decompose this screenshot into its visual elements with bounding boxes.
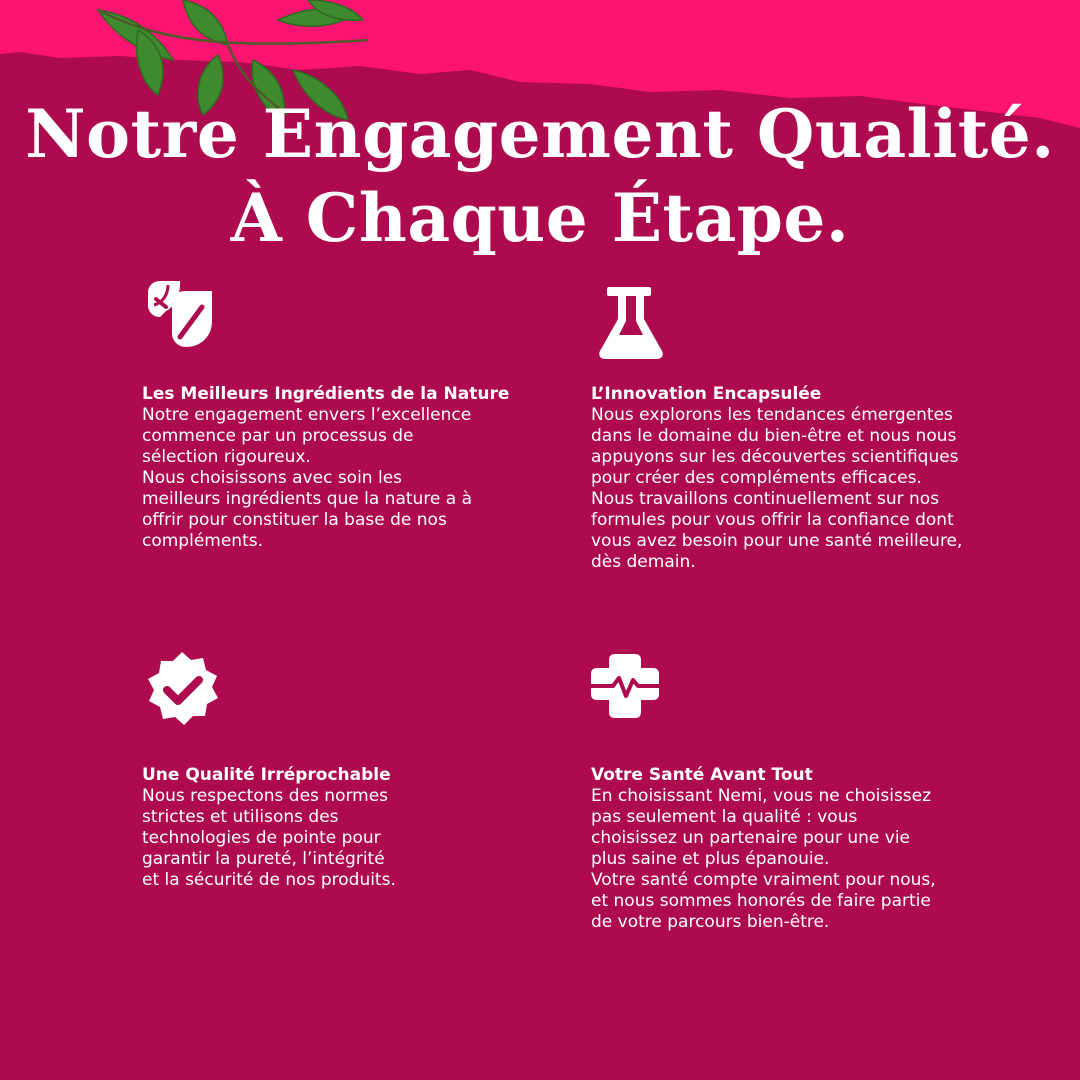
feature-description: Nous respectons des normes strictes et utilisons des technologies de pointe pour garantir la pureté, l’intégrité et la sécurité de nos produits. xyxy=(142,786,396,890)
feature-description: En choisissant Nemi, vous ne choisissez pas seulement la qualité : vous choisissez un partenaire pour une vie plus saine et plus épanouie. Votre santé compte vraiment pour nous, et nous sommes honorés de faire partie de votre parcours bien-être. xyxy=(591,786,936,932)
leaves-icon xyxy=(142,275,222,355)
title-line-1: Notre Engagement Qualité. xyxy=(25,95,1055,173)
feature-description: Notre engagement envers l’excellence commence par un processus de sélection rigoureux. Nous choisissons avec soin les meilleurs ingrédients que la nature a à offrir pour constituer la base de nos compléments. xyxy=(142,405,473,551)
feature-description: Nous explorons les tendances émergentes dans le domaine du bien-être et nous nous appuyons sur les découvertes scientifiques pour créer des compléments efficaces. Nous travaillons continuellement sur nos formules pour vous offrir la confiance dont vous avez besoin pour une santé meilleure, dès demain. xyxy=(591,405,963,572)
quality-badge-icon xyxy=(142,650,222,730)
flask-icon xyxy=(591,283,671,363)
feature-title: Les Meilleurs Ingrédients de la Nature xyxy=(142,384,510,404)
title-line-2: À Chaque Étape. xyxy=(230,179,850,257)
health-cross-icon xyxy=(591,650,671,730)
feature-title: L’Innovation Encapsulée xyxy=(591,384,822,404)
page-title xyxy=(0,92,1080,260)
feature-title: Une Qualité Irréprochable xyxy=(142,765,391,785)
feature-title: Votre Santé Avant Tout xyxy=(591,765,813,785)
